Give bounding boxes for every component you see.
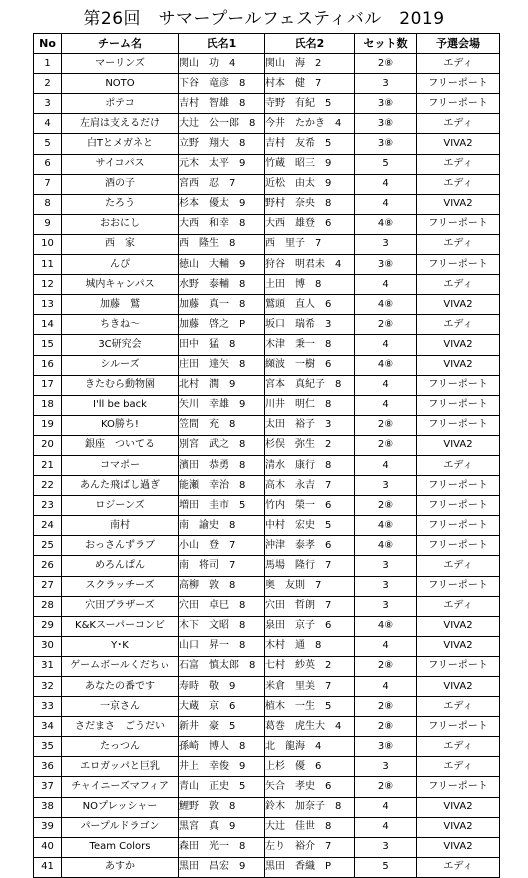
cell-sets: 4⑧ bbox=[355, 355, 417, 375]
cell-no: 20 bbox=[34, 435, 62, 455]
table-row bbox=[34, 596, 500, 616]
table-row bbox=[34, 335, 500, 355]
cell-name2: 奥 友則 7 bbox=[265, 576, 355, 596]
table-row bbox=[34, 74, 500, 94]
cell-name2: 植木 一生 5 bbox=[265, 697, 355, 717]
cell-no: 31 bbox=[34, 656, 62, 676]
cell-name2: 川井 明仁 8 bbox=[265, 395, 355, 415]
cell-no: 6 bbox=[34, 154, 62, 174]
cell-team: おおにし bbox=[62, 214, 179, 234]
cell-name2: 関山 海 2 bbox=[265, 54, 355, 74]
cell-venue: フリーポート bbox=[417, 536, 500, 556]
table-row bbox=[34, 797, 500, 817]
table-row bbox=[34, 114, 500, 134]
cell-name1: 西 隆生 8 bbox=[179, 234, 265, 254]
header-team: チーム名 bbox=[62, 34, 179, 54]
cell-no: 30 bbox=[34, 636, 62, 656]
cell-no: 29 bbox=[34, 616, 62, 636]
cell-name2: 西 里子 7 bbox=[265, 234, 355, 254]
cell-sets: 2⑧ bbox=[355, 717, 417, 737]
cell-team: K&Kスーパーコンビ bbox=[62, 616, 179, 636]
cell-sets: 2⑧ bbox=[355, 315, 417, 335]
cell-name1: 杉本 優太 9 bbox=[179, 194, 265, 214]
cell-team: Team Colors bbox=[62, 837, 179, 857]
cell-name1: 宮西 忍 7 bbox=[179, 174, 265, 194]
cell-name1: 下谷 竜彦 8 bbox=[179, 74, 265, 94]
table-row bbox=[34, 737, 500, 757]
cell-team: さだまさ ごうだい bbox=[62, 717, 179, 737]
cell-no: 17 bbox=[34, 375, 62, 395]
cell-name1: 木下 文昭 8 bbox=[179, 616, 265, 636]
table-row bbox=[34, 54, 500, 74]
table-row bbox=[34, 154, 500, 174]
cell-name1: 北村 潤 9 bbox=[179, 375, 265, 395]
cell-name2: 木村 通 8 bbox=[265, 636, 355, 656]
cell-venue: VIVA2 bbox=[417, 295, 500, 315]
cell-name1: 大辻 公一郎 8 bbox=[179, 114, 265, 134]
cell-name2: 黒田 香織 P bbox=[265, 857, 355, 877]
cell-sets: 4 bbox=[355, 636, 417, 656]
cell-name2: 寺野 有紀 5 bbox=[265, 94, 355, 114]
cell-sets: 2⑧ bbox=[355, 697, 417, 717]
cell-sets: 4 bbox=[355, 375, 417, 395]
cell-sets: 4⑧ bbox=[355, 295, 417, 315]
cell-venue: フリーポート bbox=[417, 415, 500, 435]
cell-team: ちきね～ bbox=[62, 315, 179, 335]
cell-name1: 加藤 真一 8 bbox=[179, 295, 265, 315]
cell-sets: 3 bbox=[355, 556, 417, 576]
table-row bbox=[34, 636, 500, 656]
cell-no: 13 bbox=[34, 295, 62, 315]
cell-name2: 七村 紗英 2 bbox=[265, 656, 355, 676]
table-row bbox=[34, 717, 500, 737]
cell-no: 25 bbox=[34, 536, 62, 556]
table-row bbox=[34, 656, 500, 676]
cell-name2: 左り 裕介 7 bbox=[265, 837, 355, 857]
cell-name1: 南 将司 7 bbox=[179, 556, 265, 576]
table-row bbox=[34, 255, 500, 275]
cell-venue: VIVA2 bbox=[417, 636, 500, 656]
table-row bbox=[34, 355, 500, 375]
cell-team: 銀座 ついてる bbox=[62, 435, 179, 455]
table-row bbox=[34, 94, 500, 114]
roster-table bbox=[33, 33, 500, 878]
cell-sets: 3⑧ bbox=[355, 134, 417, 154]
cell-no: 1 bbox=[34, 54, 62, 74]
cell-name1: 小山 登 7 bbox=[179, 536, 265, 556]
cell-name2: 泉田 京子 6 bbox=[265, 616, 355, 636]
cell-name1: 穴田 卓巳 8 bbox=[179, 596, 265, 616]
cell-venue: VIVA2 bbox=[417, 817, 500, 837]
cell-sets: 3⑧ bbox=[355, 114, 417, 134]
cell-venue: エディ bbox=[417, 737, 500, 757]
cell-name2: 木津 秉一 8 bbox=[265, 335, 355, 355]
cell-name1: 水野 泰輔 8 bbox=[179, 275, 265, 295]
cell-sets: 4⑧ bbox=[355, 536, 417, 556]
cell-team: 加藤 鷲 bbox=[62, 295, 179, 315]
cell-venue: エディ bbox=[417, 697, 500, 717]
cell-name2: 宮本 真紀子 8 bbox=[265, 375, 355, 395]
table-row bbox=[34, 315, 500, 335]
cell-name2: 近松 由太 9 bbox=[265, 174, 355, 194]
roster-body bbox=[34, 54, 500, 878]
cell-name1: 大蔵 京 6 bbox=[179, 697, 265, 717]
cell-sets: 2⑧ bbox=[355, 656, 417, 676]
cell-sets: 3 bbox=[355, 476, 417, 496]
table-row bbox=[34, 194, 500, 214]
cell-name1: 濱田 恭勇 8 bbox=[179, 455, 265, 475]
cell-venue: フリーポート bbox=[417, 717, 500, 737]
cell-name2: 坂口 瑞希 3 bbox=[265, 315, 355, 335]
cell-venue: フリーポート bbox=[417, 516, 500, 536]
cell-no: 10 bbox=[34, 234, 62, 254]
cell-venue: フリーポート bbox=[417, 395, 500, 415]
cell-no: 41 bbox=[34, 857, 62, 877]
cell-name2: 今井 たかき 4 bbox=[265, 114, 355, 134]
table-row bbox=[34, 295, 500, 315]
cell-venue: エディ bbox=[417, 757, 500, 777]
cell-no: 26 bbox=[34, 556, 62, 576]
cell-no: 8 bbox=[34, 194, 62, 214]
table-row bbox=[34, 134, 500, 154]
cell-no: 5 bbox=[34, 134, 62, 154]
cell-venue: VIVA2 bbox=[417, 355, 500, 375]
cell-no: 3 bbox=[34, 94, 62, 114]
cell-venue: VIVA2 bbox=[417, 797, 500, 817]
table-row bbox=[34, 435, 500, 455]
table-row bbox=[34, 214, 500, 234]
table-row bbox=[34, 616, 500, 636]
table-row bbox=[34, 576, 500, 596]
cell-venue: フリーポート bbox=[417, 74, 500, 94]
cell-name1: 森田 光一 8 bbox=[179, 837, 265, 857]
table-row bbox=[34, 677, 500, 697]
cell-no: 12 bbox=[34, 275, 62, 295]
cell-team: NOTO bbox=[62, 74, 179, 94]
cell-venue: VIVA2 bbox=[417, 435, 500, 455]
cell-team: あんた飛ばし過ぎ bbox=[62, 476, 179, 496]
cell-venue: エディ bbox=[417, 174, 500, 194]
table-row bbox=[34, 174, 500, 194]
cell-venue: VIVA2 bbox=[417, 677, 500, 697]
cell-team: コマポー bbox=[62, 455, 179, 475]
cell-name2: 矢合 孝史 6 bbox=[265, 777, 355, 797]
cell-sets: 4⑧ bbox=[355, 214, 417, 234]
table-row bbox=[34, 697, 500, 717]
cell-name2: 馬場 隆行 7 bbox=[265, 556, 355, 576]
cell-no: 2 bbox=[34, 74, 62, 94]
cell-name2: 竹内 榮一 6 bbox=[265, 496, 355, 516]
cell-no: 14 bbox=[34, 315, 62, 335]
cell-no: 22 bbox=[34, 476, 62, 496]
cell-name1: 石富 慎太郎 8 bbox=[179, 656, 265, 676]
cell-team: チャイニーズマフィア bbox=[62, 777, 179, 797]
cell-name1: 山口 昇一 8 bbox=[179, 636, 265, 656]
cell-name2: 高木 永吉 7 bbox=[265, 476, 355, 496]
cell-team: マーリンズ bbox=[62, 54, 179, 74]
cell-venue: エディ bbox=[417, 114, 500, 134]
cell-venue: エディ bbox=[417, 455, 500, 475]
cell-venue: エディ bbox=[417, 234, 500, 254]
cell-no: 19 bbox=[34, 415, 62, 435]
cell-no: 21 bbox=[34, 455, 62, 475]
cell-no: 38 bbox=[34, 797, 62, 817]
cell-name2: 野村 奈央 8 bbox=[265, 194, 355, 214]
cell-venue: フリーポート bbox=[417, 476, 500, 496]
cell-venue: フリーポート bbox=[417, 94, 500, 114]
table-row bbox=[34, 777, 500, 797]
cell-venue: VIVA2 bbox=[417, 837, 500, 857]
cell-sets: 4⑧ bbox=[355, 616, 417, 636]
table-row bbox=[34, 496, 500, 516]
cell-name2: 中村 宏史 5 bbox=[265, 516, 355, 536]
cell-name1: 青山 正史 5 bbox=[179, 777, 265, 797]
cell-venue: フリーポート bbox=[417, 255, 500, 275]
cell-sets: 3 bbox=[355, 837, 417, 857]
cell-name1: 孫崎 博人 8 bbox=[179, 737, 265, 757]
table-row bbox=[34, 536, 500, 556]
cell-name1: 笠間 充 8 bbox=[179, 415, 265, 435]
cell-team: たろう bbox=[62, 194, 179, 214]
header-sets: セット数 bbox=[355, 34, 417, 54]
table-row bbox=[34, 234, 500, 254]
cell-no: 11 bbox=[34, 255, 62, 275]
cell-team: 白Tとメガネと bbox=[62, 134, 179, 154]
cell-name1: 元木 太平 9 bbox=[179, 154, 265, 174]
cell-sets: 3⑧ bbox=[355, 737, 417, 757]
table-row bbox=[34, 476, 500, 496]
header-row bbox=[34, 34, 500, 54]
cell-name2: 村本 健 7 bbox=[265, 74, 355, 94]
cell-team: 穴田ブラザーズ bbox=[62, 596, 179, 616]
table-row bbox=[34, 455, 500, 475]
cell-sets: 3 bbox=[355, 234, 417, 254]
cell-team: スクラッチーズ bbox=[62, 576, 179, 596]
cell-no: 28 bbox=[34, 596, 62, 616]
document-title: 第26回 サマープールフェスティバル 2019 bbox=[83, 9, 445, 29]
cell-venue: エディ bbox=[417, 154, 500, 174]
cell-name1: 井上 幸俊 9 bbox=[179, 757, 265, 777]
cell-team: エロガッパと巨乳 bbox=[62, 757, 179, 777]
cell-no: 27 bbox=[34, 576, 62, 596]
cell-sets: 3 bbox=[355, 576, 417, 596]
cell-no: 32 bbox=[34, 677, 62, 697]
cell-venue: エディ bbox=[417, 315, 500, 335]
cell-team: I'll be back bbox=[62, 395, 179, 415]
cell-no: 23 bbox=[34, 496, 62, 516]
cell-name1: 田中 猛 8 bbox=[179, 335, 265, 355]
table-row bbox=[34, 837, 500, 857]
table-row bbox=[34, 817, 500, 837]
cell-team: あなたの番です bbox=[62, 677, 179, 697]
cell-team: サイコパス bbox=[62, 154, 179, 174]
cell-name2: 大辻 佳世 8 bbox=[265, 817, 355, 837]
cell-no: 18 bbox=[34, 395, 62, 415]
cell-name2: 鷲頭 直人 6 bbox=[265, 295, 355, 315]
cell-no: 36 bbox=[34, 757, 62, 777]
cell-team: NOプレッシャー bbox=[62, 797, 179, 817]
cell-name1: 大西 和幸 8 bbox=[179, 214, 265, 234]
cell-sets: 2⑧ bbox=[355, 54, 417, 74]
cell-team: パープルドラゴン bbox=[62, 817, 179, 837]
cell-sets: 2⑧ bbox=[355, 496, 417, 516]
cell-venue: フリーポート bbox=[417, 375, 500, 395]
cell-no: 7 bbox=[34, 174, 62, 194]
cell-team: KO勝ち! bbox=[62, 415, 179, 435]
cell-team: 一京さん bbox=[62, 697, 179, 717]
cell-no: 40 bbox=[34, 837, 62, 857]
cell-team: めろんぱん bbox=[62, 556, 179, 576]
cell-name1: 庄田 達矢 8 bbox=[179, 355, 265, 375]
cell-sets: 4 bbox=[355, 174, 417, 194]
cell-no: 16 bbox=[34, 355, 62, 375]
cell-sets: 2⑧ bbox=[355, 435, 417, 455]
cell-venue: フリーポート bbox=[417, 576, 500, 596]
table-row bbox=[34, 275, 500, 295]
cell-sets: 3 bbox=[355, 596, 417, 616]
cell-sets: 5 bbox=[355, 857, 417, 877]
table-row bbox=[34, 395, 500, 415]
cell-team: 南村 bbox=[62, 516, 179, 536]
cell-venue: エディ bbox=[417, 596, 500, 616]
cell-name1: 黒宮 真 9 bbox=[179, 817, 265, 837]
cell-sets: 2⑧ bbox=[355, 415, 417, 435]
cell-team: 3C研究会 bbox=[62, 335, 179, 355]
cell-team: おっさんずラブ bbox=[62, 536, 179, 556]
cell-venue: エディ bbox=[417, 857, 500, 877]
cell-team: ロジーンズ bbox=[62, 496, 179, 516]
cell-venue: エディ bbox=[417, 275, 500, 295]
cell-sets: 4 bbox=[355, 455, 417, 475]
cell-name2: 沖津 泰孝 6 bbox=[265, 536, 355, 556]
cell-name1: 吉村 智雄 8 bbox=[179, 94, 265, 114]
cell-sets: 3⑧ bbox=[355, 94, 417, 114]
cell-venue: VIVA2 bbox=[417, 134, 500, 154]
cell-name2: 吉村 友希 5 bbox=[265, 134, 355, 154]
cell-name2: 大西 雄登 6 bbox=[265, 214, 355, 234]
cell-team: シルーズ bbox=[62, 355, 179, 375]
cell-sets: 4 bbox=[355, 677, 417, 697]
cell-sets: 2⑧ bbox=[355, 777, 417, 797]
cell-sets: 4 bbox=[355, 275, 417, 295]
cell-name2: 太田 裕子 3 bbox=[265, 415, 355, 435]
cell-name1: 能瀬 幸治 8 bbox=[179, 476, 265, 496]
cell-name1: 別宮 武之 8 bbox=[179, 435, 265, 455]
cell-venue: フリーポート bbox=[417, 777, 500, 797]
table-row bbox=[34, 415, 500, 435]
cell-name1: 加藤 啓之 P bbox=[179, 315, 265, 335]
cell-team: Y･K bbox=[62, 636, 179, 656]
cell-venue: VIVA2 bbox=[417, 194, 500, 214]
cell-no: 35 bbox=[34, 737, 62, 757]
cell-name1: 黒田 昌宏 9 bbox=[179, 857, 265, 877]
cell-sets: 3⑧ bbox=[355, 255, 417, 275]
cell-venue: フリーポート bbox=[417, 656, 500, 676]
header-venue: 予選会場 bbox=[417, 34, 500, 54]
cell-name1: 矢川 幸雄 9 bbox=[179, 395, 265, 415]
cell-name2: 狩谷 明君未 4 bbox=[265, 255, 355, 275]
cell-sets: 3 bbox=[355, 757, 417, 777]
cell-name1: 増田 圭市 5 bbox=[179, 496, 265, 516]
cell-team: たっつん bbox=[62, 737, 179, 757]
table-row bbox=[34, 375, 500, 395]
cell-team: 西 家 bbox=[62, 234, 179, 254]
cell-no: 39 bbox=[34, 817, 62, 837]
cell-venue: フリーポート bbox=[417, 214, 500, 234]
header-name1: 氏名1 bbox=[179, 34, 265, 54]
cell-name2: 土田 博 8 bbox=[265, 275, 355, 295]
table-row bbox=[34, 516, 500, 536]
cell-no: 15 bbox=[34, 335, 62, 355]
cell-name2: 清水 康行 8 bbox=[265, 455, 355, 475]
cell-name1: 関山 功 4 bbox=[179, 54, 265, 74]
cell-sets: 4 bbox=[355, 395, 417, 415]
cell-team: んぴ bbox=[62, 255, 179, 275]
table-row bbox=[34, 556, 500, 576]
cell-name1: 寿時 敬 9 bbox=[179, 677, 265, 697]
cell-venue: フリーポート bbox=[417, 496, 500, 516]
cell-team: 城内キャンパス bbox=[62, 275, 179, 295]
cell-name2: 竹蔵 昭三 9 bbox=[265, 154, 355, 174]
cell-venue: エディ bbox=[417, 556, 500, 576]
cell-name1: 南 諭史 8 bbox=[179, 516, 265, 536]
cell-no: 24 bbox=[34, 516, 62, 536]
cell-team: 左肩は支えるだけ bbox=[62, 114, 179, 134]
table-row bbox=[34, 757, 500, 777]
cell-team: ゲームボールくだちぃ bbox=[62, 656, 179, 676]
cell-sets: 3 bbox=[355, 74, 417, 94]
cell-sets: 4 bbox=[355, 817, 417, 837]
cell-venue: VIVA2 bbox=[417, 616, 500, 636]
cell-venue: エディ bbox=[417, 54, 500, 74]
cell-team: きたむら動物園 bbox=[62, 375, 179, 395]
cell-sets: 4 bbox=[355, 335, 417, 355]
cell-no: 37 bbox=[34, 777, 62, 797]
cell-team: 酒の子 bbox=[62, 174, 179, 194]
cell-no: 34 bbox=[34, 717, 62, 737]
cell-name2: 米倉 里美 7 bbox=[265, 677, 355, 697]
cell-name2: 上杉 優 6 bbox=[265, 757, 355, 777]
cell-name1: 徳山 大輔 9 bbox=[179, 255, 265, 275]
cell-name2: 杉俣 弥生 2 bbox=[265, 435, 355, 455]
cell-team: ポテコ bbox=[62, 94, 179, 114]
cell-name1: 新井 豪 5 bbox=[179, 717, 265, 737]
cell-name1: 高柳 敦 8 bbox=[179, 576, 265, 596]
header-no: No bbox=[34, 34, 62, 54]
cell-venue: VIVA2 bbox=[417, 335, 500, 355]
cell-name2: 纐波 一樹 6 bbox=[265, 355, 355, 375]
cell-name1: 鯉野 敦 8 bbox=[179, 797, 265, 817]
cell-no: 4 bbox=[34, 114, 62, 134]
table-row bbox=[34, 857, 500, 877]
cell-sets: 4⑧ bbox=[355, 516, 417, 536]
cell-name2: 北 龍海 4 bbox=[265, 737, 355, 757]
cell-name1: 立野 翔大 8 bbox=[179, 134, 265, 154]
cell-name2: 穴田 哲朗 7 bbox=[265, 596, 355, 616]
cell-sets: 5 bbox=[355, 154, 417, 174]
cell-no: 33 bbox=[34, 697, 62, 717]
cell-team: あすか bbox=[62, 857, 179, 877]
header-name2: 氏名2 bbox=[265, 34, 355, 54]
cell-no: 9 bbox=[34, 214, 62, 234]
cell-sets: 4 bbox=[355, 194, 417, 214]
cell-sets: 4 bbox=[355, 797, 417, 817]
cell-name2: 鈴木 加奈子 8 bbox=[265, 797, 355, 817]
cell-name2: 葛巻 虎生大 4 bbox=[265, 717, 355, 737]
